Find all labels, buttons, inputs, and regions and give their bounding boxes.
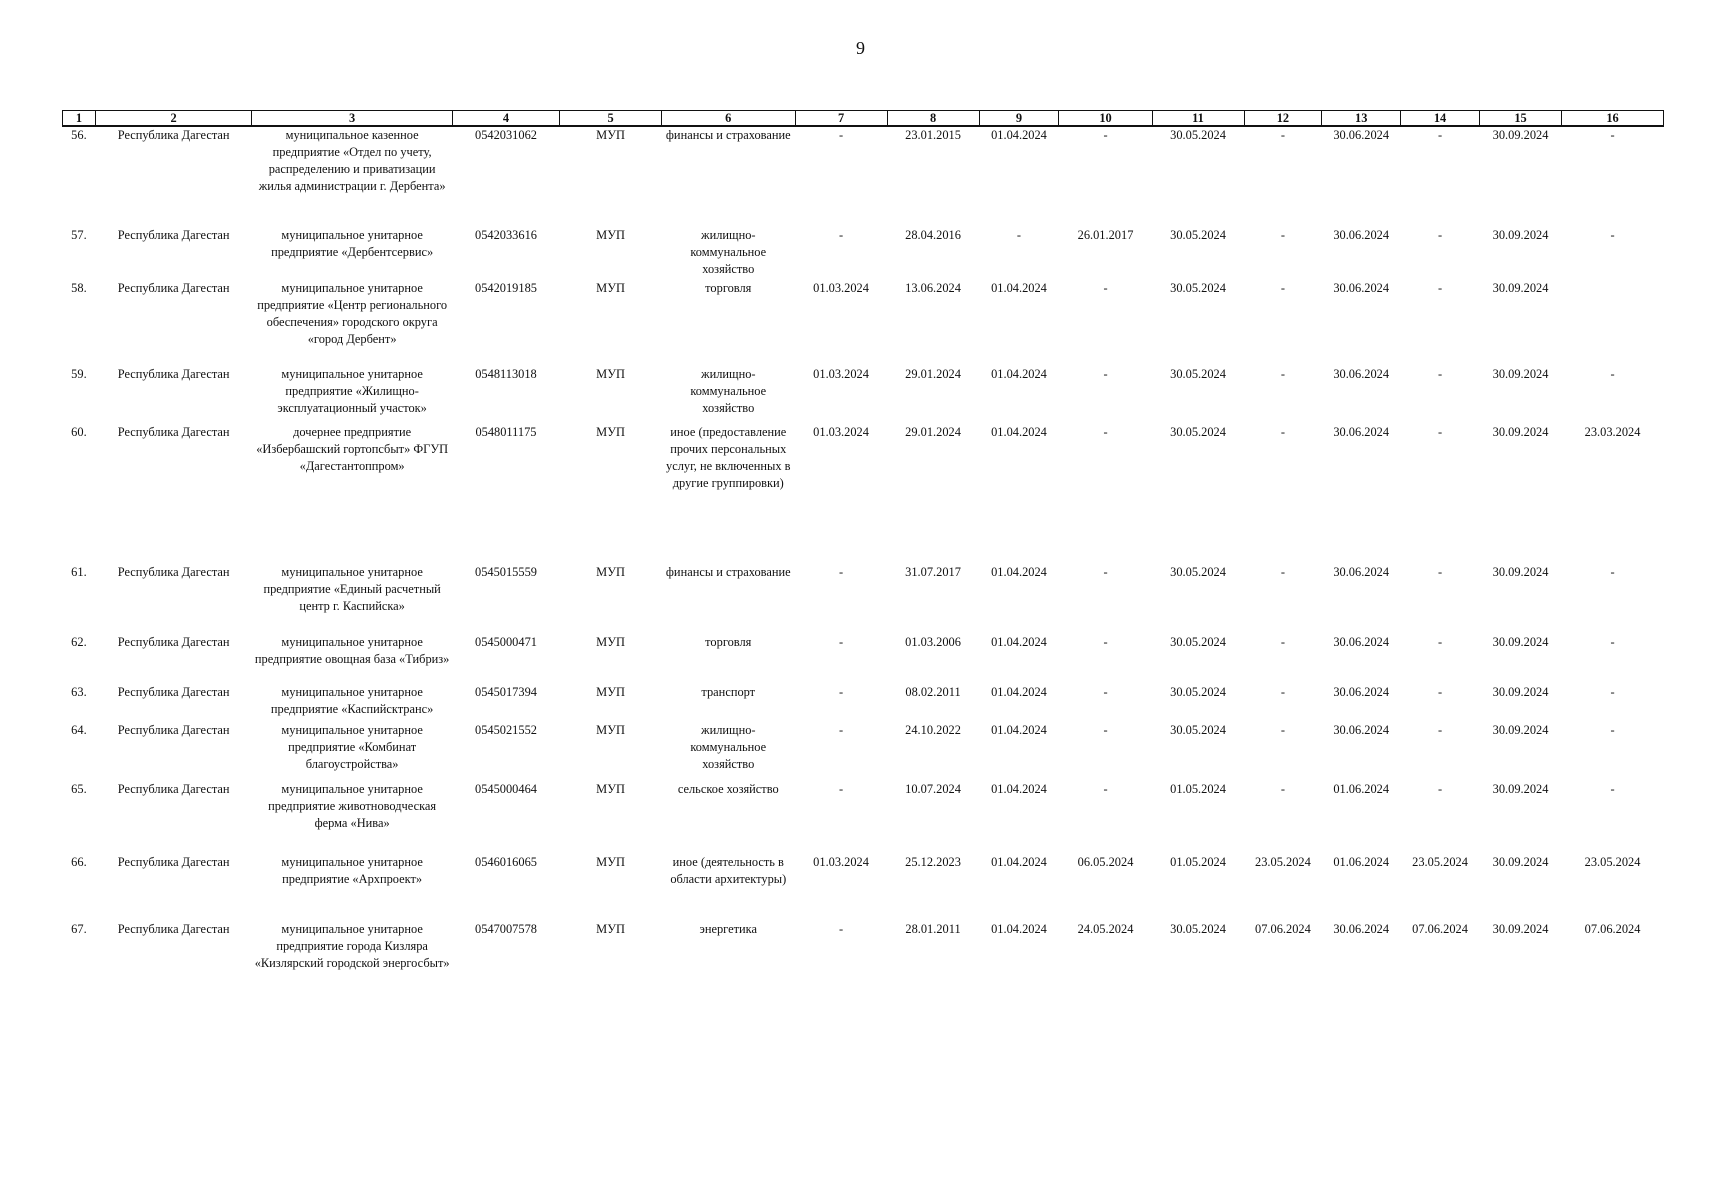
table-row bbox=[63, 564, 1664, 634]
table-row bbox=[63, 227, 1664, 280]
enterprise-name: муниципальное унитарное предприятие «Каспийсктранс» bbox=[270, 685, 434, 716]
col-8: 28.04.2016 bbox=[905, 228, 961, 242]
col-10: 26.01.2017 bbox=[1077, 228, 1134, 242]
col-7: 01.03.2024 bbox=[813, 425, 869, 439]
org-type: МУП bbox=[596, 367, 625, 381]
col-12: - bbox=[1280, 128, 1285, 142]
table-row bbox=[63, 781, 1664, 854]
col-16: - bbox=[1610, 723, 1615, 737]
inn: 0545000464 bbox=[475, 782, 537, 796]
region: Республика Дагестан bbox=[117, 782, 230, 796]
col-11: 01.05.2024 bbox=[1170, 782, 1226, 796]
col-13: 30.06.2024 bbox=[1333, 228, 1390, 242]
col-10: 06.05.2024 bbox=[1077, 855, 1134, 869]
col-7: - bbox=[838, 128, 844, 142]
col-11: 30.05.2024 bbox=[1170, 723, 1226, 737]
table-header bbox=[63, 111, 1664, 127]
col-13: 30.06.2024 bbox=[1333, 723, 1390, 737]
region: Республика Дагестан bbox=[117, 685, 230, 699]
row-number: 64. bbox=[71, 723, 87, 737]
col-13: 30.06.2024 bbox=[1333, 367, 1390, 381]
org-type: МУП bbox=[596, 425, 625, 439]
col-7: - bbox=[838, 922, 844, 936]
col-10: - bbox=[1103, 685, 1108, 699]
column-header-10: 10 bbox=[1059, 111, 1152, 127]
column-header-12: 12 bbox=[1244, 111, 1322, 127]
col-13: 30.06.2024 bbox=[1333, 565, 1390, 579]
col-11: 01.05.2024 bbox=[1170, 855, 1226, 869]
region: Республика Дагестан bbox=[117, 367, 230, 381]
inn: 0542019185 bbox=[475, 281, 537, 295]
col-9: 01.04.2024 bbox=[991, 367, 1047, 381]
column-header-11: 11 bbox=[1152, 111, 1244, 127]
row-number: 60. bbox=[71, 425, 87, 439]
col-16: - bbox=[1610, 367, 1615, 381]
row-number: 57. bbox=[71, 228, 87, 242]
activity: иное (деятельность в области архитектуры) bbox=[670, 855, 787, 886]
col-11: 30.05.2024 bbox=[1170, 565, 1226, 579]
activity: жилищно-коммунальное хозяйство bbox=[690, 723, 767, 771]
col-15: 30.09.2024 bbox=[1492, 685, 1549, 699]
org-type: МУП bbox=[596, 635, 625, 649]
row-number: 62. bbox=[71, 635, 87, 649]
row-number: 63. bbox=[71, 685, 87, 699]
header-row bbox=[63, 111, 1664, 127]
region: Республика Дагестан bbox=[117, 281, 230, 295]
col-12: - bbox=[1280, 635, 1285, 649]
org-type: МУП bbox=[596, 782, 625, 796]
inn: 0547007578 bbox=[475, 922, 537, 936]
col-16: 07.06.2024 bbox=[1584, 922, 1641, 936]
col-9: 01.04.2024 bbox=[991, 855, 1047, 869]
col-10: - bbox=[1103, 281, 1108, 295]
col-13: 30.06.2024 bbox=[1333, 685, 1390, 699]
col-9: 01.04.2024 bbox=[991, 685, 1047, 699]
col-13: 30.06.2024 bbox=[1333, 922, 1390, 936]
col-14: - bbox=[1437, 367, 1443, 381]
row-number: 65. bbox=[71, 782, 87, 796]
table-row bbox=[63, 424, 1664, 564]
col-8: 01.03.2006 bbox=[905, 635, 961, 649]
col-14: - bbox=[1437, 128, 1443, 142]
table-row bbox=[63, 126, 1664, 227]
column-header-1: 1 bbox=[63, 111, 96, 127]
activity: энергетика bbox=[699, 922, 757, 936]
col-8: 13.06.2024 bbox=[905, 281, 961, 295]
col-11: 30.05.2024 bbox=[1170, 635, 1226, 649]
row-number: 67. bbox=[71, 922, 87, 936]
col-9: 01.04.2024 bbox=[991, 565, 1047, 579]
col-9: 01.04.2024 bbox=[991, 782, 1047, 796]
col-16: - bbox=[1610, 128, 1615, 142]
col-14: - bbox=[1437, 782, 1443, 796]
col-14: - bbox=[1437, 281, 1443, 295]
column-header-14: 14 bbox=[1401, 111, 1480, 127]
region: Республика Дагестан bbox=[117, 128, 230, 142]
enterprise-name: дочернее предприятие «Избербашский гортопсбыт» ФГУП «Дагестантоппром» bbox=[256, 425, 449, 473]
activity: финансы и страхование bbox=[665, 128, 791, 142]
col-9: 01.04.2024 bbox=[991, 425, 1047, 439]
table-row bbox=[63, 684, 1664, 722]
col-14: - bbox=[1437, 228, 1443, 242]
col-14: - bbox=[1437, 565, 1443, 579]
col-11: 30.05.2024 bbox=[1170, 425, 1226, 439]
col-7: 01.03.2024 bbox=[813, 855, 869, 869]
activity: сельское хозяйство bbox=[677, 782, 779, 796]
col-7: - bbox=[838, 782, 844, 796]
col-13: 01.06.2024 bbox=[1333, 782, 1390, 796]
column-header-8: 8 bbox=[887, 111, 979, 127]
col-15: 30.09.2024 bbox=[1492, 425, 1549, 439]
table-row bbox=[63, 634, 1664, 684]
col-14: - bbox=[1437, 425, 1443, 439]
registry-table bbox=[62, 110, 1664, 991]
row-number: 66. bbox=[71, 855, 87, 869]
col-14: - bbox=[1437, 685, 1443, 699]
col-16: - bbox=[1610, 565, 1615, 579]
table-row bbox=[63, 366, 1664, 424]
col-12: - bbox=[1280, 685, 1285, 699]
col-10: 24.05.2024 bbox=[1077, 922, 1134, 936]
col-10: - bbox=[1103, 425, 1108, 439]
inn: 0545017394 bbox=[475, 685, 537, 699]
col-15: 30.09.2024 bbox=[1492, 782, 1549, 796]
col-12: - bbox=[1280, 228, 1285, 242]
col-12: 07.06.2024 bbox=[1255, 922, 1311, 936]
col-15: 30.09.2024 bbox=[1492, 128, 1549, 142]
col-15: 30.09.2024 bbox=[1492, 922, 1549, 936]
table-row bbox=[63, 722, 1664, 781]
col-12: - bbox=[1280, 723, 1285, 737]
col-9: 01.04.2024 bbox=[991, 922, 1047, 936]
col-12: - bbox=[1280, 367, 1285, 381]
col-13: 30.06.2024 bbox=[1333, 425, 1390, 439]
col-8: 31.07.2017 bbox=[905, 565, 961, 579]
inn: 0546016065 bbox=[475, 855, 537, 869]
column-header-2: 2 bbox=[95, 111, 252, 127]
enterprise-name: муниципальное казенное предприятие «Отдел по учету, распределению и приватизации жилья администрации г. Дербента» bbox=[258, 128, 446, 193]
col-13: 30.06.2024 bbox=[1333, 281, 1390, 295]
row-number: 61. bbox=[71, 565, 87, 579]
region: Республика Дагестан bbox=[117, 425, 230, 439]
col-12: - bbox=[1280, 782, 1285, 796]
col-10: - bbox=[1103, 128, 1108, 142]
col-12: - bbox=[1280, 565, 1285, 579]
col-8: 29.01.2024 bbox=[905, 367, 961, 381]
activity: жилищно-коммунальное хозяйство bbox=[690, 367, 767, 415]
col-8: 23.01.2015 bbox=[905, 128, 961, 142]
column-header-3: 3 bbox=[252, 111, 452, 127]
enterprise-name: муниципальное унитарное предприятие «Дербентсервис» bbox=[271, 228, 434, 259]
col-11: 30.05.2024 bbox=[1170, 128, 1226, 142]
col-9: 01.04.2024 bbox=[991, 723, 1047, 737]
org-type: МУП bbox=[596, 281, 625, 295]
col-16: 23.05.2024 bbox=[1584, 855, 1641, 869]
col-8: 28.01.2011 bbox=[905, 922, 961, 936]
inn: 0548011175 bbox=[475, 425, 537, 439]
org-type: МУП bbox=[596, 565, 625, 579]
enterprise-name: муниципальное унитарное предприятие овощная база «Тибриз» bbox=[254, 635, 450, 666]
column-header-16: 16 bbox=[1562, 111, 1664, 127]
col-12: - bbox=[1280, 281, 1285, 295]
col-10: - bbox=[1103, 782, 1108, 796]
column-header-4: 4 bbox=[452, 111, 559, 127]
org-type: МУП bbox=[596, 723, 625, 737]
enterprise-name: муниципальное унитарное предприятие города Кизляра «Кизлярский городской энергосбыт» bbox=[254, 922, 450, 970]
col-16: - bbox=[1610, 685, 1615, 699]
region: Республика Дагестан bbox=[117, 723, 230, 737]
column-header-5: 5 bbox=[560, 111, 662, 127]
col-13: 30.06.2024 bbox=[1333, 635, 1390, 649]
col-10: - bbox=[1103, 723, 1108, 737]
col-16: - bbox=[1610, 228, 1615, 242]
col-12: - bbox=[1280, 425, 1285, 439]
activity: иное (предоставление прочих персональных услуг, не включенных в другие группировки) bbox=[666, 425, 791, 490]
col-15: 30.09.2024 bbox=[1492, 367, 1549, 381]
col-7: - bbox=[838, 565, 844, 579]
page-number: 9 bbox=[856, 38, 865, 58]
col-9: 01.04.2024 bbox=[991, 128, 1047, 142]
col-12: 23.05.2024 bbox=[1255, 855, 1311, 869]
org-type: МУП bbox=[596, 922, 625, 936]
region: Республика Дагестан bbox=[117, 228, 230, 242]
col-15: 30.09.2024 bbox=[1492, 228, 1549, 242]
region: Республика Дагестан bbox=[117, 922, 230, 936]
col-10: - bbox=[1103, 367, 1108, 381]
col-7: 01.03.2024 bbox=[813, 367, 869, 381]
region: Республика Дагестан bbox=[117, 855, 230, 869]
inn: 0542033616 bbox=[475, 228, 537, 242]
col-16: - bbox=[1610, 635, 1615, 649]
table-row bbox=[63, 921, 1664, 991]
col-11: 30.05.2024 bbox=[1170, 685, 1226, 699]
col-9: - bbox=[1016, 228, 1022, 242]
row-number: 59. bbox=[71, 367, 87, 381]
col-11: 30.05.2024 bbox=[1170, 367, 1226, 381]
col-14: 07.06.2024 bbox=[1412, 922, 1468, 936]
col-15: 30.09.2024 bbox=[1492, 635, 1549, 649]
enterprise-name: муниципальное унитарное предприятие «Архпроект» bbox=[281, 855, 423, 886]
enterprise-name: муниципальное унитарное предприятие «Единый расчетный центр г. Каспийска» bbox=[263, 565, 441, 613]
region: Республика Дагестан bbox=[117, 565, 230, 579]
col-11: 30.05.2024 bbox=[1170, 228, 1226, 242]
col-8: 29.01.2024 bbox=[905, 425, 961, 439]
col-16: 23.03.2024 bbox=[1584, 425, 1641, 439]
col-8: 10.07.2024 bbox=[905, 782, 961, 796]
row-number: 56. bbox=[71, 128, 87, 142]
col-11: 30.05.2024 bbox=[1170, 281, 1226, 295]
col-10: - bbox=[1103, 635, 1108, 649]
col-15: 30.09.2024 bbox=[1492, 565, 1549, 579]
col-8: 08.02.2011 bbox=[905, 685, 961, 699]
org-type: МУП bbox=[596, 855, 625, 869]
enterprise-name: муниципальное унитарное предприятие «Жилищно-эксплуатационный участок» bbox=[277, 367, 427, 415]
col-14: 23.05.2024 bbox=[1412, 855, 1468, 869]
column-header-13: 13 bbox=[1322, 111, 1401, 127]
col-16 bbox=[1562, 280, 1664, 366]
col-7: - bbox=[838, 228, 844, 242]
inn: 0545021552 bbox=[475, 723, 537, 737]
column-header-9: 9 bbox=[979, 111, 1059, 127]
column-header-15: 15 bbox=[1479, 111, 1561, 127]
col-14: - bbox=[1437, 723, 1443, 737]
col-7: - bbox=[838, 723, 844, 737]
column-header-7: 7 bbox=[795, 111, 887, 127]
activity: торговля bbox=[705, 281, 752, 295]
activity: торговля bbox=[705, 635, 752, 649]
col-7: 01.03.2024 bbox=[813, 281, 869, 295]
activity: транспорт bbox=[701, 685, 756, 699]
org-type: МУП bbox=[596, 128, 625, 142]
col-7: - bbox=[838, 685, 844, 699]
col-10: - bbox=[1103, 565, 1108, 579]
table-body bbox=[63, 126, 1664, 991]
enterprise-name: муниципальное унитарное предприятие животноводческая ферма «Нива» bbox=[268, 782, 437, 830]
table-row bbox=[63, 280, 1664, 366]
enterprise-name: муниципальное унитарное предприятие «Комбинат благоустройства» bbox=[281, 723, 423, 771]
col-8: 24.10.2022 bbox=[905, 723, 961, 737]
col-7: - bbox=[838, 635, 844, 649]
table-row bbox=[63, 854, 1664, 921]
inn: 0548113018 bbox=[475, 367, 537, 381]
org-type: МУП bbox=[596, 685, 625, 699]
region: Республика Дагестан bbox=[117, 635, 230, 649]
col-15: 30.09.2024 bbox=[1492, 723, 1549, 737]
activity: финансы и страхование bbox=[665, 565, 791, 579]
col-13: 01.06.2024 bbox=[1333, 855, 1390, 869]
enterprise-name: муниципальное унитарное предприятие «Центр регионального обеспечения» городского округа «город Дербент» bbox=[257, 281, 448, 346]
column-header-6: 6 bbox=[661, 111, 795, 127]
col-14: - bbox=[1437, 635, 1443, 649]
col-9: 01.04.2024 bbox=[991, 281, 1047, 295]
org-type: МУП bbox=[596, 228, 625, 242]
col-9: 01.04.2024 bbox=[991, 635, 1047, 649]
row-number: 58. bbox=[71, 281, 87, 295]
inn: 0545000471 bbox=[475, 635, 537, 649]
col-13: 30.06.2024 bbox=[1333, 128, 1390, 142]
col-15: 30.09.2024 bbox=[1492, 855, 1549, 869]
col-16: - bbox=[1610, 782, 1615, 796]
col-11: 30.05.2024 bbox=[1170, 922, 1226, 936]
col-15: 30.09.2024 bbox=[1492, 281, 1549, 295]
activity: жилищно-коммунальное хозяйство bbox=[690, 228, 767, 276]
col-8: 25.12.2023 bbox=[905, 855, 961, 869]
inn: 0545015559 bbox=[475, 565, 537, 579]
inn: 0542031062 bbox=[475, 128, 537, 142]
